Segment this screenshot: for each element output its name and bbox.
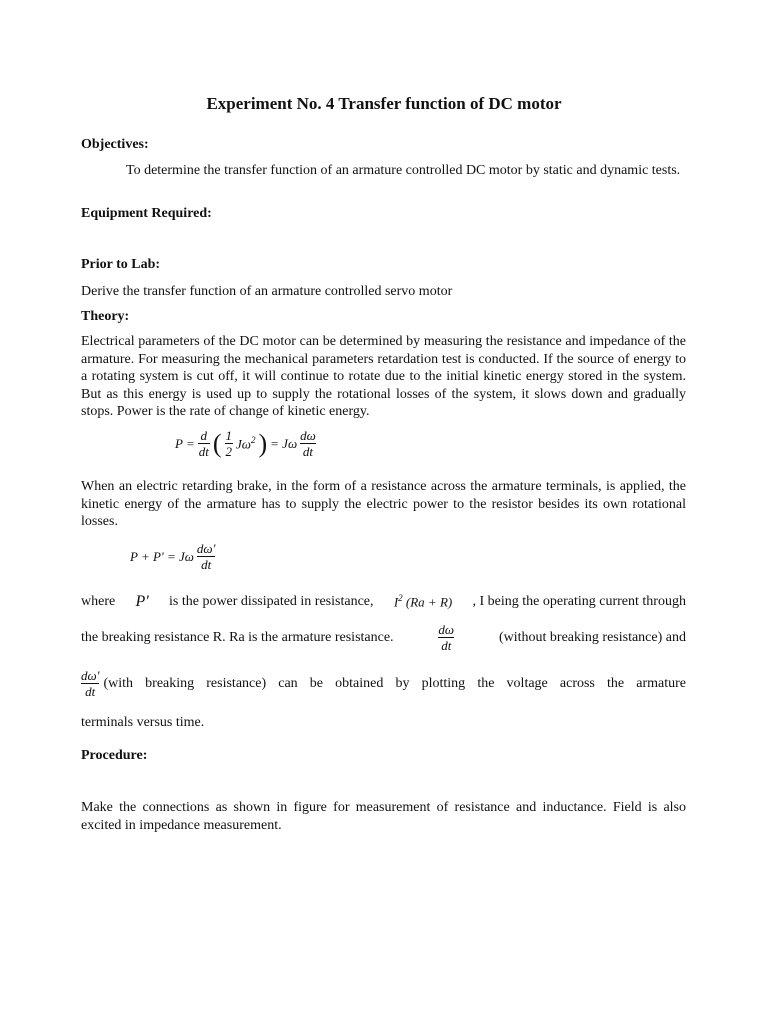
eq1-half: $\frac{1}{2}$ <box>225 428 233 459</box>
with-line <box>81 668 686 699</box>
equation-power <box>175 428 316 459</box>
eq1-lhs: P = <box>175 435 195 451</box>
procedure-text: Make the connections as shown in figure for measurement of resistance and inductance. Field is also excited in impedance measurement. <box>81 800 686 833</box>
eq1-close-paren: ) <box>258 428 268 458</box>
eq2-domega-prime-dt: $\frac{d\omega'}{dt}$ <box>196 541 216 572</box>
equipment-heading: Equipment Required: <box>81 206 212 221</box>
page-title: Experiment No. 4 Transfer function of DC motor <box>206 94 562 113</box>
theory-paragraph-1: Electrical parameters of the DC motor can be determined by measuring the resistance and impedance of the armature. For measuring the mechanical parameters retardation test is conducted. If the source of energy to a rotating system is cut off, it will continue to rotate due to the initial kinetic energy stored in the system. But as this energy is used up to supply the rotational losses of the system, it slows down and gradually stops. Power is the rate of change of kinetic energy. <box>81 334 686 419</box>
procedure-heading: Procedure: <box>81 748 148 763</box>
where-mid: is the power dissipated in resistance, <box>169 594 374 609</box>
without-text: (without breaking resistance) and <box>498 629 686 645</box>
breaking-line <box>81 622 686 653</box>
objectives-text: To determine the transfer function of an armature controlled DC motor by static and dynamic tests. <box>126 163 681 178</box>
where-line <box>81 593 686 611</box>
eq1-mid: = Jω <box>270 435 298 451</box>
p-prime-symbol: P' <box>135 593 149 610</box>
objectives-heading: Objectives: <box>81 137 149 152</box>
eq1-j-omega-squared: $J\omega^2$ <box>236 434 256 452</box>
eq1-derivative: $\frac{d}{dt}$ <box>198 428 209 459</box>
where-prefix: where <box>81 594 116 609</box>
prior-text: Derive the transfer function of an armature controlled servo motor <box>81 284 453 299</box>
prior-heading: Prior to Lab: <box>81 257 161 272</box>
breaking-text: the breaking resistance R. Ra is the armature resistance. <box>81 629 394 645</box>
theory-paragraph-2: When an electric retarding brake, in the form of a resistance across the armature terminals, is applied, the kinetic energy of the armature has to supply the electric power to the resistor besides its own rotational losses. <box>81 479 686 529</box>
domega-prime-dt-fraction: $\frac{d\omega'}{dt}$ <box>81 668 100 699</box>
equation-power-sum <box>130 541 215 572</box>
terminals-text: terminals versus time. <box>81 715 205 730</box>
domega-dt-fraction: $\frac{d\omega}{dt}$ <box>438 622 455 653</box>
i-squared-ra-r: $I^2$ (Ra + R) <box>393 593 453 610</box>
eq1-domega-dt: $\frac{d\omega}{dt}$ <box>300 428 316 459</box>
with-text: (with breaking resistance) can be obtained by plotting the voltage across the armature <box>103 675 686 691</box>
eq2-lhs: P + P' = Jω <box>130 548 194 564</box>
eq1-open-paren: ( <box>212 428 222 458</box>
theory-heading: Theory: <box>81 309 130 324</box>
where-suffix: , I being the operating current through <box>472 594 686 609</box>
